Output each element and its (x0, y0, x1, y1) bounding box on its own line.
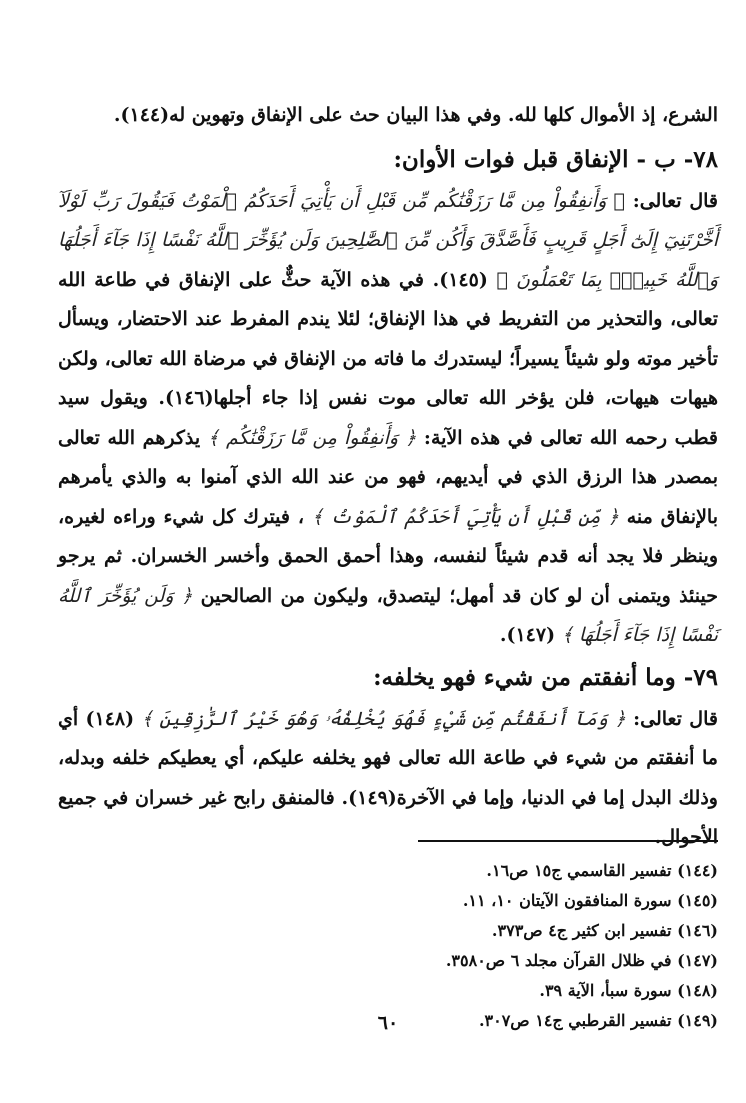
section-78-body (58, 182, 718, 656)
section-79-body (58, 700, 718, 858)
footnote-separator (418, 840, 718, 842)
page-number: ٦٠ (377, 1012, 399, 1034)
footnote: (١٤٤) تفسير القاسمي ج١٥ ص١٦. (486, 861, 718, 880)
footnote: (١٤٦) تفسير ابن كثير ج٤ ص٣٧٣. (491, 921, 718, 940)
section-79-heading: ٧٩- وما أنفقتم من شيء فهو يخلفه: (373, 663, 718, 691)
section-78-heading: ٧٨- ب - الإنفاق قبل فوات الأوان: (393, 145, 718, 173)
footnote: (١٤٩) تفسير القرطبي ج١٤ ص٣٠٧. (478, 1011, 718, 1030)
document-page (58, 96, 718, 1063)
footnote: (١٤٥) سورة المنافقون الآيتان ١٠، ١١. (462, 891, 718, 910)
section-78-intro: قال تعالى: (624, 189, 718, 212)
verse-quote: ﴿ وَمَآ أَنفَقْتُم مِّن شَيْءٍ فَهُوَ يُخْلِفُهُۥ وَهُوَ خَيْرُ ٱلرَّٰزِقِينَ ﴾ (141, 707, 626, 730)
body-text: يذكرهم الله تعالى بمصدر هذا الرزق الذي في أيديهم، فهو من عند الله الذي آمنوا به والذي يأمرهم بالإنفاق منه (58, 426, 718, 528)
paragraph-continuation: الشرع، إذ الأموال كلها لله. وفي هذا البيان حث على الإنفاق وتهوين له(١٤٤). (113, 104, 718, 126)
footnotes (418, 840, 718, 1036)
verse-quote: ﴿ وَأَنفِقُواْ مِن مَّا رَزَقْنَٰكُم مِّن قَبْلِ أَن يَأْتِيَ أَحَدَكُمُ ٱلْمَوْتُ فَيَقُولَ رَبِّ لَوْلَآ أَخَّرْتَنِيٓ إِلَىٰٓ أَجَلٍ قَرِيبٍ فَأَصَّدَّقَ وَأَكُن مِّنَ ٱلصَّٰلِحِينَ وَلَن يُؤَخِّرَ ٱللَّهُ نَفْسًا إِذَا جَآءَ أَجَلُهَا وَٱللَّهُ خَبِيرٌۢ بِمَا تَعْمَلُونَ ﴾ (58, 189, 718, 291)
verse-quote: ﴿ مِّن قَبْلِ أَن يَأْتِيَ أَحَدَكُمُ ٱلْمَوْتُ ﴾ (311, 505, 619, 528)
section-79-intro: قال تعالى: (625, 707, 718, 730)
body-text: ، فيترك كل شيء وراءه لغيره، وينظر فلا يجد أنه قدم شيئاً لنفسه، وهذا أحمق الحمق وأخسر الخسران. ثم يرجو حينئذ ويتمنى أن لو كان قد أمهل؛ ليتصدق، وليكون من الصالحين (58, 505, 718, 607)
footnote: (١٤٨) سورة سبأ، الآية ٣٩. (539, 981, 718, 1000)
body-text: (١٤٥). في هذه الآية حثٌّ على الإنفاق في طاعة الله تعالى، والتحذير من التفريط في هذا الإنفاق؛ لئلا يندم المفرط عند الاحتضار، ويسأل تأخير موته ولو شيئاً يسيراً؛ ليستدرك ما فاته من الإنفاق في مرضاة الله تعالى، ولكن هيهات هيهات، فلن يؤخر الله تعالى موت نفس إذا جاء أجلها(١٤٦). ويقول سيد قطب رحمه الله تعالى في هذه الآية: (58, 268, 719, 449)
body-text: (١٤٧). (499, 624, 556, 646)
verse-quote: ﴿ وَأَنفِقُواْ مِن مَّا رَزَقْنَٰكُم ﴾ (207, 426, 417, 449)
footnote: (١٤٧) في ظلال القرآن مجلد ٦ ص٣٥٨٠. (445, 951, 718, 970)
body-text: (١٤٨) أي ما أنفقتم من شيء في طاعة الله تعالى فهو يخلفه عليكم، أي يعطيكم خلفه وبدله، وذلك البدل إما في الدنيا، وإما في الآخرة(١٤٩). فالمنفق رابح غير خسران في جميع الأحوال. (58, 707, 718, 848)
verse-quote: ﴿ وَلَن يُؤَخِّرَ ٱللَّهُ نَفْسًا إِذَا جَآءَ أَجَلُهَا ﴾ (58, 584, 718, 646)
